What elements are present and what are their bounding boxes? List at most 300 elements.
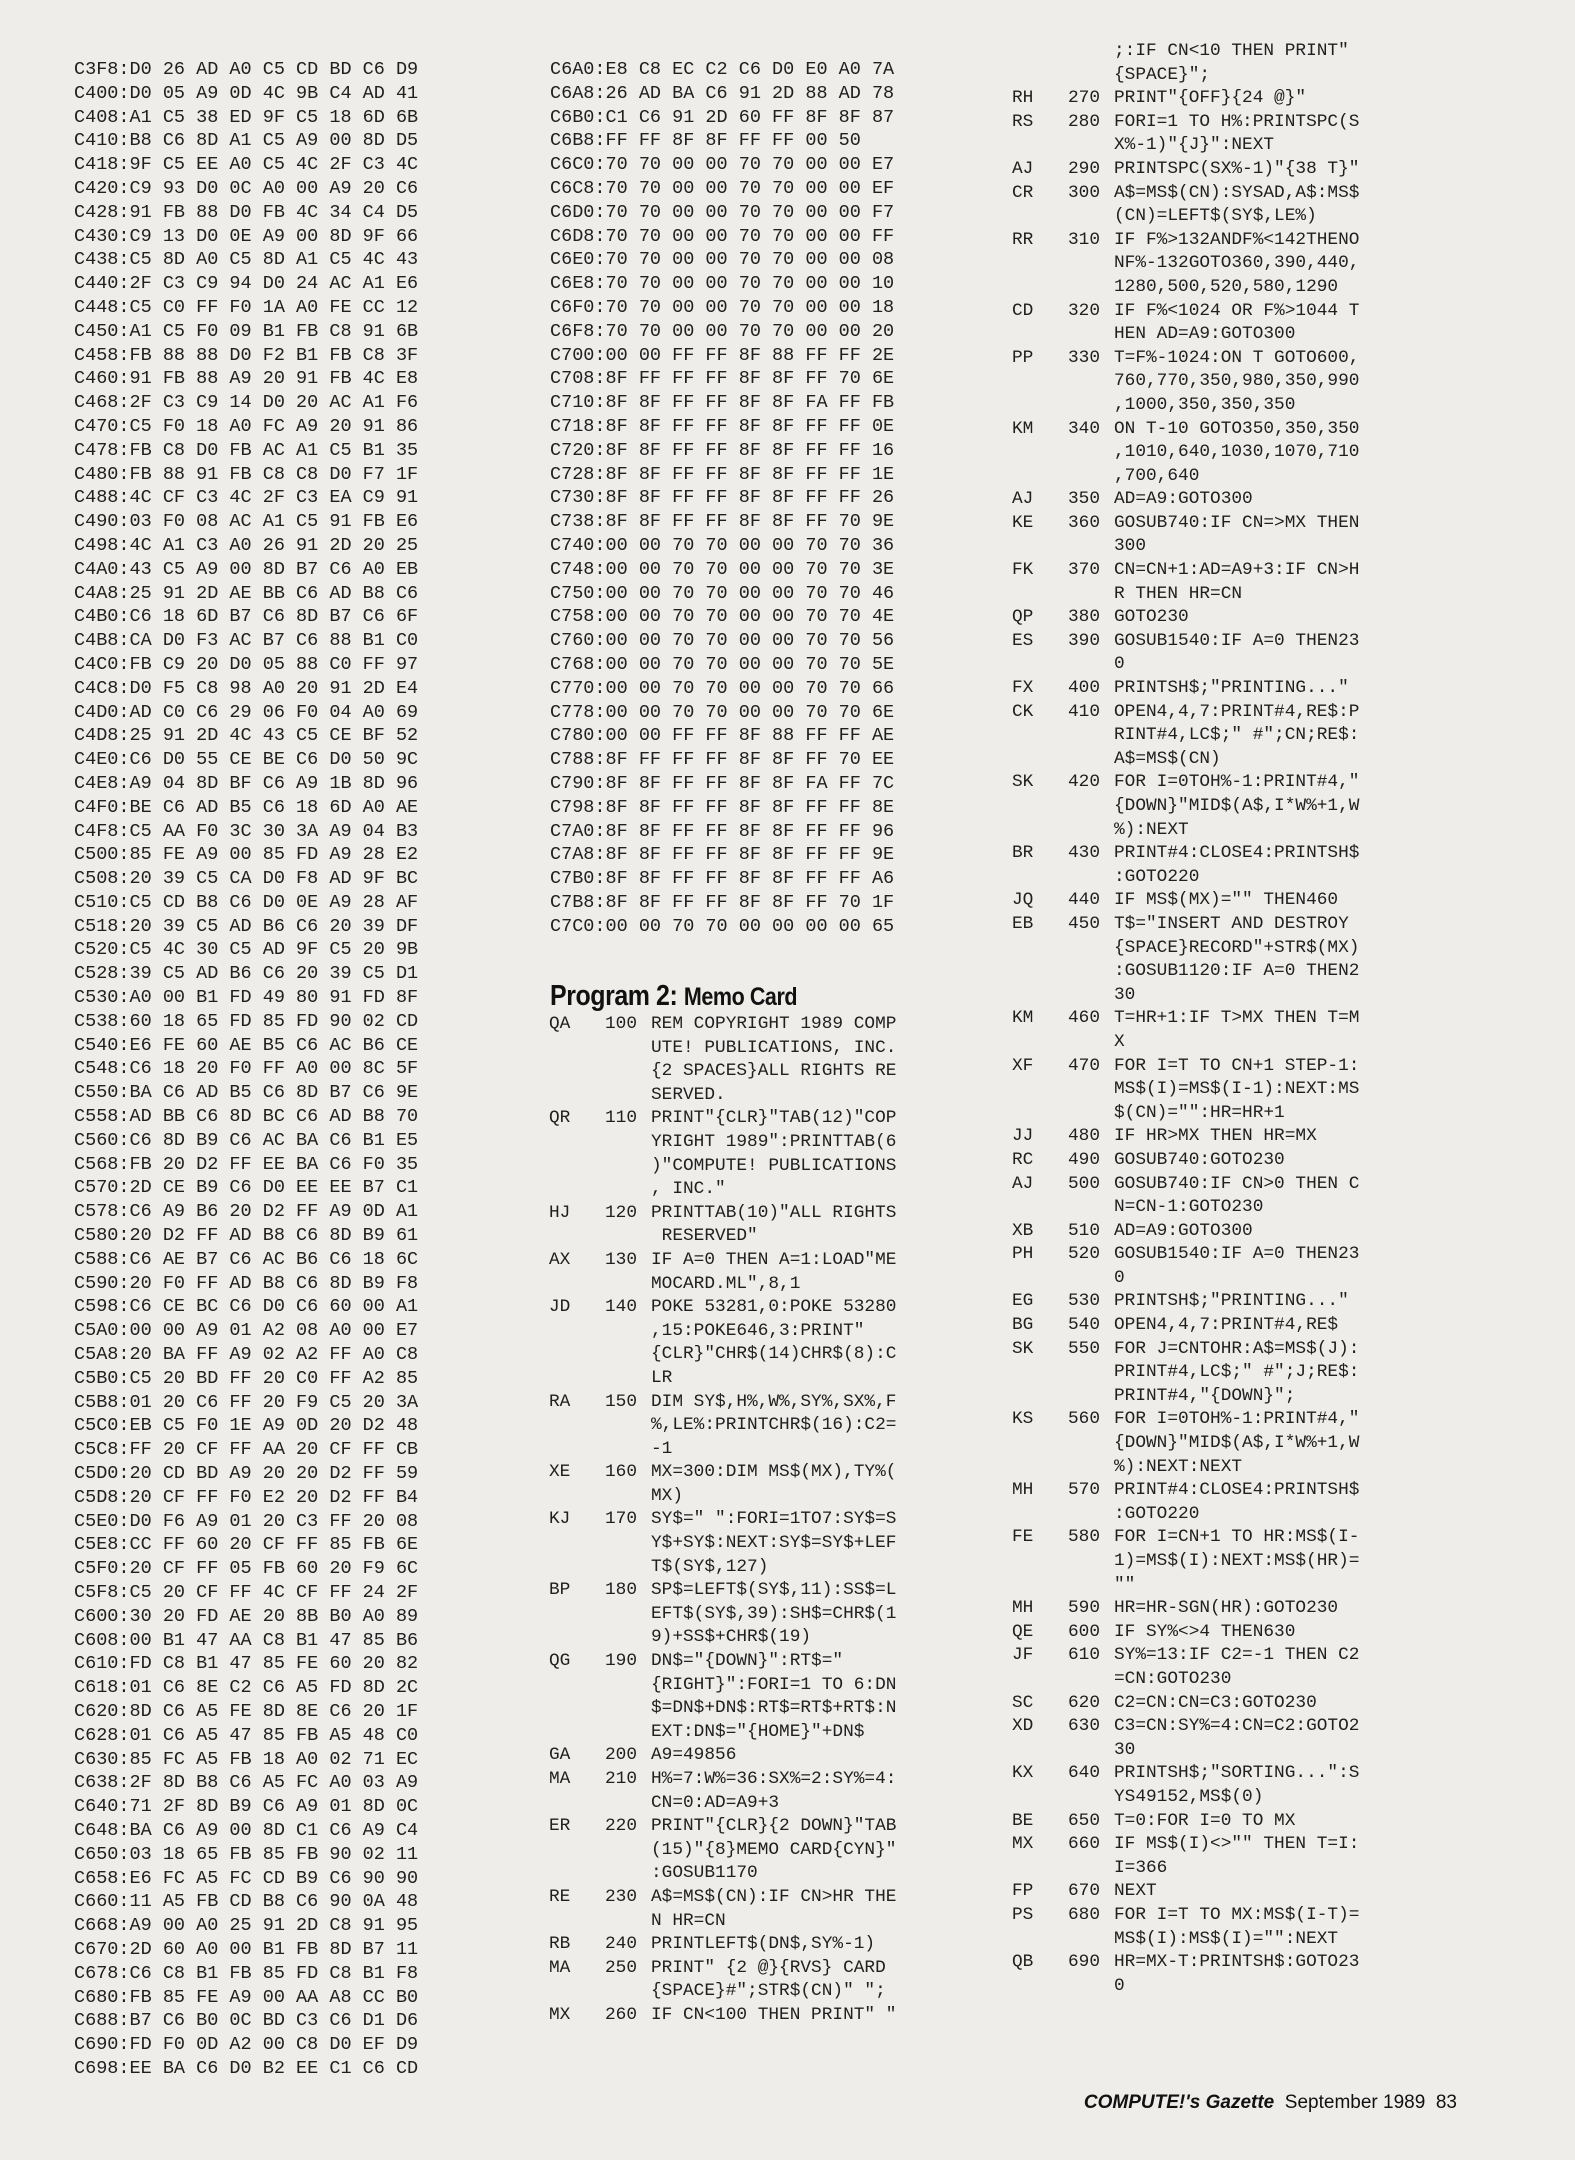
checksum-code bbox=[549, 1862, 605, 1886]
basic-statement: RESERVED" bbox=[651, 1226, 758, 1247]
hex-dump-line: C468:2F C3 C9 14 D0 20 AC A1 F6 bbox=[74, 392, 419, 414]
footer-magazine: COMPUTE!'s Gazette bbox=[1083, 2092, 1275, 2113]
listing-line bbox=[1012, 158, 1359, 182]
checksum-code: XF bbox=[1012, 1055, 1034, 1076]
hex-dump-line: C6E0:70 70 00 00 70 70 00 00 08 bbox=[550, 249, 895, 271]
checksum-code: RB bbox=[549, 1934, 571, 1955]
hex-dump-line: C770:00 00 70 70 00 00 70 70 66 bbox=[550, 677, 895, 699]
basic-statement: PRINTTAB(10)"ALL RIGHTS bbox=[651, 1202, 897, 1223]
basic-statement: YS49152,MS$(0) bbox=[1114, 1786, 1264, 1807]
listing-line bbox=[1012, 1503, 1359, 1527]
basic-statement: GOSUB1540:IF A=0 THEN23 bbox=[1114, 630, 1360, 651]
line-number: 500 bbox=[1068, 1173, 1101, 1194]
basic-statement: (15)"{8}MEMO CARD{CYN}" bbox=[651, 1839, 897, 1860]
hex-dump-line: C558:AD BB C6 8D BC C6 AD B8 70 bbox=[74, 1106, 419, 1128]
listing-line bbox=[1012, 724, 1359, 748]
hex-dump-line: C618:01 C6 8E C2 C6 A5 FD 8D 2C bbox=[74, 1677, 419, 1699]
hex-dump-line: C5F0:20 CF FF 05 FB 60 20 F9 6C bbox=[74, 1558, 419, 1580]
hex-dump-line: C6F8:70 70 00 00 70 70 00 00 20 bbox=[550, 320, 895, 342]
hex-dump-line: C6C8:70 70 00 00 70 70 00 00 EF bbox=[550, 177, 895, 199]
line-number: 170 bbox=[605, 1509, 638, 1530]
listing-line bbox=[549, 1273, 896, 1297]
basic-statement: H%=7:W%=36:SX%=2:SY%=4: bbox=[651, 1769, 897, 1789]
checksum-code: KS bbox=[1012, 1409, 1034, 1430]
basic-statement: T=F%-1024:ON T GOTO600, bbox=[1114, 347, 1360, 368]
checksum-code bbox=[1012, 1102, 1068, 1126]
listing-line bbox=[1012, 1149, 1359, 1173]
checksum-code: QE bbox=[1012, 1621, 1034, 1642]
line-number bbox=[1068, 394, 1114, 418]
checksum-code bbox=[1012, 1928, 1068, 1952]
line-number: 270 bbox=[1068, 88, 1101, 109]
basic-statement: T$="INSERT AND DESTROY bbox=[1114, 913, 1349, 934]
basic-statement: Y$+SY$:NEXT:SY$=SY$+LEF bbox=[651, 1533, 897, 1554]
line-number: 190 bbox=[605, 1651, 638, 1672]
checksum-code: BR bbox=[1012, 843, 1034, 864]
hex-dump-line: C428:91 FB 88 D0 FB 4C 34 C4 D5 bbox=[74, 201, 419, 223]
hex-dump-line: C440:2F C3 C9 94 D0 24 AC A1 E6 bbox=[74, 273, 419, 295]
checksum-code: FK bbox=[1012, 560, 1034, 581]
basic-statement: {DOWN}"MID$(A$,I*W%+1,W bbox=[1114, 796, 1360, 816]
checksum-code: MA bbox=[549, 1957, 571, 1978]
checksum-code bbox=[549, 1532, 605, 1556]
basic-statement: 300 bbox=[1114, 536, 1147, 557]
basic-statement: {SPACE}"; bbox=[1114, 64, 1211, 85]
basic-statement: {SPACE}RECORD"+STR$(MX) bbox=[1114, 937, 1360, 958]
line-number: 290 bbox=[1068, 158, 1101, 179]
line-number: 280 bbox=[1068, 111, 1101, 132]
listing-line bbox=[549, 1084, 896, 1108]
checksum-code bbox=[1012, 323, 1068, 347]
checksum-code: CD bbox=[1012, 300, 1034, 321]
hex-dump-line: C628:01 C6 A5 47 85 FB A5 48 C0 bbox=[74, 1724, 419, 1746]
line-number bbox=[1068, 724, 1114, 748]
checksum-code: RR bbox=[1012, 229, 1034, 250]
basic-statement: $(CN)="":HR=HR+1 bbox=[1114, 1102, 1285, 1123]
line-number: 640 bbox=[1068, 1763, 1101, 1784]
hex-dump-line: C4A0:43 C5 A9 00 8D B7 C6 A0 EB bbox=[74, 558, 419, 580]
basic-statement: GOSUB740:IF CN>0 THEN C bbox=[1114, 1173, 1360, 1194]
hex-dump-line: C520:C5 4C 30 C5 AD 9F C5 20 9B bbox=[74, 939, 419, 961]
checksum-code: MA bbox=[549, 1769, 571, 1789]
hex-dump-line: C680:FB 85 FE A9 00 AA A8 CC B0 bbox=[74, 1986, 419, 2008]
checksum-code: KJ bbox=[549, 1509, 571, 1530]
line-number bbox=[1068, 1385, 1114, 1409]
listing-line bbox=[1012, 1951, 1359, 1975]
basic-statement: :GOSUB1120:IF A=0 THEN2 bbox=[1114, 961, 1360, 982]
hex-dump-line: C498:4C A1 C3 A0 26 91 2D 20 25 bbox=[74, 534, 419, 556]
basic-statement: FOR I=CN+1 TO HR:MS$(I- bbox=[1114, 1527, 1360, 1548]
hex-dump-line: C570:2D CE B9 C6 D0 EE EE B7 C1 bbox=[74, 1177, 419, 1199]
line-number bbox=[1068, 1739, 1114, 1763]
checksum-code bbox=[549, 1155, 605, 1179]
checksum-code: ES bbox=[1012, 630, 1034, 651]
checksum-code bbox=[1012, 1031, 1068, 1055]
hex-dump-line: C4E8:A9 04 8D BF C6 A9 1B 8D 96 bbox=[74, 772, 419, 794]
basic-statement: {DOWN}"MID$(A$,I*W%+1,W bbox=[1114, 1433, 1360, 1454]
listing-line bbox=[1012, 1574, 1359, 1598]
line-number bbox=[1068, 1267, 1114, 1291]
listing-line bbox=[1012, 889, 1359, 913]
hex-dump-line: C4D0:AD C0 C6 29 06 F0 04 A0 69 bbox=[74, 701, 419, 723]
line-number bbox=[1068, 1857, 1114, 1881]
basic-statement: I=366 bbox=[1114, 1857, 1168, 1878]
hex-dump-line: C718:8F 8F FF FF 8F 8F FF FF 0E bbox=[550, 415, 895, 437]
line-number: 430 bbox=[1068, 843, 1101, 864]
checksum-code: SC bbox=[1012, 1692, 1034, 1713]
checksum-code bbox=[1012, 748, 1068, 772]
basic-statement: A$=MS$(CN):SYSAD,A$:MS$ bbox=[1114, 182, 1360, 203]
basic-statement: IF HR>MX THEN HR=MX bbox=[1114, 1126, 1317, 1147]
basic-statement: EFT$(SY$,39):SH$=CHR$(1 bbox=[651, 1603, 897, 1624]
checksum-code bbox=[1012, 1432, 1068, 1456]
checksum-code: BE bbox=[1012, 1810, 1034, 1831]
listing-line bbox=[1012, 1338, 1359, 1362]
listing-line bbox=[549, 1013, 896, 1037]
line-number: 350 bbox=[1068, 489, 1101, 510]
basic-statement: :GOTO220 bbox=[1114, 1503, 1200, 1524]
basic-statement: N HR=CN bbox=[651, 1910, 726, 1931]
basic-statement: %):NEXT:NEXT bbox=[1114, 1456, 1243, 1477]
line-number bbox=[1068, 1361, 1114, 1385]
hex-dump-line: C778:00 00 70 70 00 00 70 70 6E bbox=[550, 701, 895, 723]
hex-dump-line: C730:8F 8F FF FF 8F 8F FF FF 26 bbox=[550, 487, 895, 509]
basic-statement: IF CN<100 THEN PRINT" " bbox=[651, 2004, 897, 2025]
hex-dump-line: C580:20 D2 FF AD B8 C6 8D B9 61 bbox=[74, 1225, 419, 1247]
hex-dump-line: C5C0:EB C5 F0 1E A9 0D 20 D2 48 bbox=[74, 1415, 419, 1437]
hex-dump-line: C568:FB 20 D2 FF EE BA C6 F0 35 bbox=[74, 1153, 419, 1175]
hex-dump-line: C640:71 2F 8D B9 C6 A9 01 8D 0C bbox=[74, 1796, 419, 1818]
listing-line bbox=[549, 1414, 896, 1438]
basic-statement: ,700,640 bbox=[1114, 465, 1200, 486]
checksum-code bbox=[549, 1626, 605, 1650]
hex-dump-line: C650:03 18 65 FB 85 FB 90 02 11 bbox=[74, 1843, 419, 1865]
basic-statement: =CN:GOTO230 bbox=[1114, 1668, 1232, 1689]
hex-dump-line: C5D0:20 CD BD A9 20 20 D2 FF 59 bbox=[74, 1463, 419, 1485]
line-number bbox=[605, 1485, 651, 1509]
basic-statement: FOR I=T TO MX:MS$(I-T)= bbox=[1114, 1904, 1360, 1925]
listing-line bbox=[1012, 960, 1359, 984]
basic-listing-column-3 bbox=[1012, 40, 1359, 1998]
line-number bbox=[605, 1980, 651, 2004]
hex-dump-line: C670:2D 60 A0 00 B1 FB 8D B7 11 bbox=[74, 1938, 419, 1960]
checksum-code: KM bbox=[1012, 418, 1034, 439]
line-number bbox=[1068, 819, 1114, 843]
line-number: 340 bbox=[1068, 418, 1101, 439]
basic-statement: PRINTLEFT$(DN$,SY%-1) bbox=[651, 1934, 876, 1955]
checksum-code: QA bbox=[549, 1014, 571, 1034]
line-number bbox=[605, 1225, 651, 1249]
basic-statement: CN=CN+1:AD=A9+3:IF CN>H bbox=[1114, 560, 1360, 581]
checksum-code bbox=[1012, 276, 1068, 300]
basic-statement: HR=HR-SGN(HR):GOTO230 bbox=[1114, 1598, 1339, 1619]
checksum-code: MX bbox=[1012, 1834, 1034, 1855]
basic-statement: {RIGHT}":FORI=1 TO 6:DN bbox=[651, 1674, 897, 1695]
listing-line bbox=[1012, 1715, 1359, 1739]
basic-statement: A$=MS$(CN) bbox=[1114, 748, 1221, 769]
basic-statement: PRINT" {2 @}{RVS} CARD bbox=[651, 1957, 886, 1978]
listing-line bbox=[549, 1107, 896, 1131]
line-number: 490 bbox=[1068, 1149, 1101, 1170]
checksum-code bbox=[549, 1485, 605, 1509]
checksum-code bbox=[1012, 1196, 1068, 1220]
checksum-code: BG bbox=[1012, 1315, 1034, 1336]
hex-dump-line: C500:85 FE A9 00 85 FD A9 28 E2 bbox=[74, 844, 419, 866]
hex-dump-line: C4F8:C5 AA F0 3C 30 3A A9 04 B3 bbox=[74, 820, 419, 842]
line-number bbox=[1068, 370, 1114, 394]
hex-dump-line: C7A0:8F 8F FF FF 8F 8F FF FF 96 bbox=[550, 820, 895, 842]
line-number bbox=[605, 1839, 651, 1863]
hex-dump-line: C780:00 00 FF FF 8F 88 FF FF AE bbox=[550, 725, 895, 747]
checksum-code bbox=[549, 1414, 605, 1438]
checksum-code: MH bbox=[1012, 1598, 1034, 1619]
checksum-code bbox=[1012, 252, 1068, 276]
basic-statement: PRINTSH$;"PRINTING..." bbox=[1114, 678, 1349, 699]
hex-dump-line: C450:A1 C5 F0 09 B1 FB C8 91 6B bbox=[74, 320, 419, 342]
basic-statement: IF F%>132ANDF%<142THENO bbox=[1114, 229, 1360, 250]
basic-statement: IF F%<1024 OR F%>1044 T bbox=[1114, 300, 1360, 321]
hex-dump-line: C7B0:8F 8F FF FF 8F 8F FF FF A6 bbox=[550, 868, 895, 890]
listing-line bbox=[1012, 1550, 1359, 1574]
line-number: 310 bbox=[1068, 229, 1101, 250]
line-number: 100 bbox=[605, 1014, 638, 1034]
line-number: 130 bbox=[605, 1249, 638, 1270]
hex-dump-line: C738:8F 8F FF FF 8F 8F FF 70 9E bbox=[550, 511, 895, 533]
checksum-code bbox=[1012, 40, 1068, 64]
basic-statement: :GOSUB1170 bbox=[651, 1863, 758, 1884]
listing-line bbox=[1012, 252, 1359, 276]
listing-line bbox=[1012, 1267, 1359, 1291]
line-number: 300 bbox=[1068, 182, 1101, 203]
checksum-code: AX bbox=[549, 1249, 571, 1270]
hex-dump-line: C620:8D C6 A5 FE 8D 8E C6 20 1F bbox=[74, 1700, 419, 1722]
listing-line bbox=[1012, 229, 1359, 253]
listing-line bbox=[549, 1768, 896, 1792]
basic-statement: PRINTSH$;"PRINTING..." bbox=[1114, 1291, 1349, 1312]
checksum-code bbox=[1012, 1078, 1068, 1102]
listing-line bbox=[1012, 1055, 1359, 1079]
listing-line bbox=[1012, 1432, 1359, 1456]
line-number bbox=[605, 1273, 651, 1297]
checksum-code bbox=[1012, 134, 1068, 158]
hex-dump-column-2 bbox=[550, 58, 1020, 938]
basic-statement: PRINTSH$;"SORTING...":S bbox=[1114, 1763, 1360, 1784]
hex-dump-line: C788:8F FF FF FF 8F 8F FF 70 EE bbox=[550, 749, 895, 771]
basic-statement: GOTO230 bbox=[1114, 607, 1189, 628]
basic-statement: %):NEXT bbox=[1114, 819, 1189, 840]
checksum-code: PP bbox=[1012, 347, 1034, 368]
basic-statement: DIM SY$,H%,W%,SY%,SX%,F bbox=[651, 1391, 897, 1412]
line-number bbox=[1068, 1975, 1114, 1999]
basic-statement: GOSUB740:GOTO230 bbox=[1114, 1149, 1285, 1170]
basic-statement: NF%-132GOTO360,390,440, bbox=[1114, 253, 1360, 274]
line-number: 680 bbox=[1068, 1904, 1101, 1925]
hex-dump-line: C470:C5 F0 18 A0 FC A9 20 91 86 bbox=[74, 415, 419, 437]
checksum-code bbox=[549, 1037, 605, 1061]
checksum-code bbox=[549, 1131, 605, 1155]
hex-dump-line: C608:00 B1 47 AA C8 B1 47 85 B6 bbox=[74, 1629, 419, 1651]
checksum-code: MX bbox=[549, 2004, 571, 2025]
basic-statement: SERVED. bbox=[651, 1084, 726, 1105]
hex-dump-line: C4D8:25 91 2D 4C 43 C5 CE BF 52 bbox=[74, 725, 419, 747]
basic-statement: GOSUB1540:IF A=0 THEN23 bbox=[1114, 1244, 1360, 1265]
hex-dump-line: C748:00 00 70 70 00 00 70 70 3E bbox=[550, 558, 895, 580]
basic-statement: IF SY%<>4 THEN630 bbox=[1114, 1621, 1296, 1642]
listing-line bbox=[1012, 323, 1359, 347]
basic-statement: CN=0:AD=A9+3 bbox=[651, 1792, 780, 1813]
basic-statement: FOR I=0TOH%-1:PRINT#4," bbox=[1114, 1409, 1360, 1430]
line-number bbox=[1068, 748, 1114, 772]
listing-line bbox=[1012, 1597, 1359, 1621]
listing-line bbox=[549, 1485, 896, 1509]
line-number: 220 bbox=[605, 1816, 638, 1837]
listing-line bbox=[1012, 1173, 1359, 1197]
checksum-code: RH bbox=[1012, 88, 1034, 109]
line-number bbox=[605, 1320, 651, 1344]
listing-line bbox=[549, 1886, 896, 1910]
hex-dump-line: C528:39 C5 AD B6 C6 20 39 C5 D1 bbox=[74, 963, 419, 985]
checksum-code: PS bbox=[1012, 1904, 1034, 1925]
checksum-code bbox=[1012, 724, 1068, 748]
line-number: 410 bbox=[1068, 701, 1101, 722]
listing-line bbox=[549, 1862, 896, 1886]
hex-dump-column-1 bbox=[74, 58, 514, 2081]
hex-dump-line: C5B8:01 20 C6 FF 20 F9 C5 20 3A bbox=[74, 1391, 419, 1413]
line-number: 370 bbox=[1068, 560, 1101, 581]
listing-line bbox=[549, 1249, 896, 1273]
checksum-code bbox=[1012, 1786, 1068, 1810]
line-number bbox=[605, 1367, 651, 1391]
line-number bbox=[1068, 1031, 1114, 1055]
checksum-code bbox=[1012, 64, 1068, 88]
listing-line bbox=[1012, 583, 1359, 607]
line-number: 600 bbox=[1068, 1621, 1101, 1642]
listing-line bbox=[1012, 1644, 1359, 1668]
hex-dump-line: C5D8:20 CF FF F0 E2 20 D2 FF B4 bbox=[74, 1486, 419, 1508]
line-number: 140 bbox=[605, 1297, 638, 1318]
listing-line bbox=[1012, 535, 1359, 559]
line-number: 330 bbox=[1068, 347, 1101, 368]
line-number bbox=[1068, 1574, 1114, 1598]
line-number: 580 bbox=[1068, 1527, 1101, 1548]
hex-dump-line: C460:91 FB 88 A9 20 91 FB 4C E8 bbox=[74, 368, 419, 390]
checksum-code bbox=[1012, 937, 1068, 961]
checksum-code bbox=[1012, 1975, 1068, 1999]
listing-line bbox=[549, 1461, 896, 1485]
listing-line bbox=[549, 1697, 896, 1721]
basic-statement: T=HR+1:IF T>MX THEN T=M bbox=[1114, 1008, 1360, 1029]
basic-statement: IF MS$(MX)="" THEN460 bbox=[1114, 890, 1339, 911]
line-number bbox=[1068, 252, 1114, 276]
hex-dump-line: C5E8:CC FF 60 20 CF FF 85 FB 6E bbox=[74, 1534, 419, 1556]
hex-dump-line: C578:C6 A9 B6 20 D2 FF A9 0D A1 bbox=[74, 1201, 419, 1223]
basic-statement: C2=CN:CN=C3:GOTO230 bbox=[1114, 1692, 1317, 1713]
basic-statement: HR=MX-T:PRINTSH$:GOTO23 bbox=[1114, 1952, 1360, 1973]
line-number bbox=[605, 1532, 651, 1556]
basic-statement: $=DN$+DN$:RT$=RT$+RT$:N bbox=[651, 1698, 897, 1719]
basic-statement: , INC." bbox=[651, 1179, 726, 1200]
hex-dump-line: C490:03 F0 08 AC A1 C5 91 FB E6 bbox=[74, 511, 419, 533]
listing-line bbox=[1012, 1196, 1359, 1220]
hex-dump-line: C6A0:E8 C8 EC C2 C6 D0 E0 A0 7A bbox=[550, 59, 895, 80]
basic-statement: OPEN4,4,7:PRINT#4,RE$:P bbox=[1114, 701, 1360, 722]
line-number: 400 bbox=[1068, 678, 1101, 699]
listing-line bbox=[549, 1957, 896, 1981]
basic-statement: T=0:FOR I=0 TO MX bbox=[1114, 1810, 1296, 1831]
hex-dump-line: C3F8:D0 26 AD A0 C5 CD BD C6 D9 bbox=[74, 59, 419, 80]
checksum-code: BP bbox=[549, 1580, 571, 1601]
line-number: 630 bbox=[1068, 1716, 1101, 1737]
basic-statement: ,1010,640,1030,1070,710 bbox=[1114, 442, 1360, 463]
hex-dump-line: C508:20 39 C5 CA D0 F8 AD 9F BC bbox=[74, 868, 419, 890]
listing-line bbox=[1012, 1904, 1359, 1928]
basic-statement: ON T-10 GOTO350,350,350 bbox=[1114, 418, 1360, 439]
checksum-code: CK bbox=[1012, 701, 1034, 722]
line-number bbox=[1068, 205, 1114, 229]
hex-dump-line: C4C8:D0 F5 C8 98 A0 20 91 2D E4 bbox=[74, 677, 419, 699]
hex-dump-line: C480:FB 88 91 FB C8 C8 D0 F7 1F bbox=[74, 463, 419, 485]
listing-line bbox=[1012, 1220, 1359, 1244]
basic-statement: SY$=" ":FORI=1TO7:SY$=S bbox=[651, 1509, 897, 1530]
line-number bbox=[1068, 653, 1114, 677]
listing-line bbox=[549, 1980, 896, 2004]
line-number bbox=[1068, 134, 1114, 158]
line-number bbox=[605, 1060, 651, 1084]
line-number bbox=[605, 1674, 651, 1698]
checksum-code: JJ bbox=[1012, 1126, 1034, 1147]
checksum-code bbox=[549, 1060, 605, 1084]
line-number: 610 bbox=[1068, 1645, 1101, 1666]
checksum-code bbox=[1012, 1550, 1068, 1574]
line-number bbox=[1068, 583, 1114, 607]
checksum-code: KE bbox=[1012, 512, 1034, 533]
listing-line bbox=[1012, 1385, 1359, 1409]
checksum-code bbox=[1012, 1668, 1068, 1692]
listing-line bbox=[1012, 394, 1359, 418]
checksum-code bbox=[549, 1178, 605, 1202]
basic-statement: 1280,500,520,580,1290 bbox=[1114, 276, 1339, 297]
hex-dump-line: C518:20 39 C5 AD B6 C6 20 39 DF bbox=[74, 915, 419, 937]
line-number bbox=[605, 1414, 651, 1438]
hex-dump-line: C7C0:00 00 70 70 00 00 00 00 65 bbox=[550, 915, 895, 937]
basic-statement: 30 bbox=[1114, 984, 1136, 1005]
program-heading bbox=[550, 980, 797, 1013]
basic-statement: ,1000,350,350,350 bbox=[1114, 394, 1296, 415]
basic-statement: {SPACE}#";STR$(CN)" "; bbox=[651, 1981, 886, 2002]
checksum-code: AJ bbox=[1012, 489, 1034, 510]
listing-line bbox=[1012, 677, 1359, 701]
checksum-code bbox=[549, 1721, 605, 1745]
checksum-code bbox=[1012, 1857, 1068, 1881]
checksum-code bbox=[1012, 465, 1068, 489]
checksum-code bbox=[1012, 819, 1068, 843]
line-number bbox=[1068, 276, 1114, 300]
listing-line bbox=[549, 1744, 896, 1768]
listing-line bbox=[549, 1508, 896, 1532]
basic-statement: MS$(I)=MS$(I-1):NEXT:MS bbox=[1114, 1079, 1360, 1100]
line-number: 320 bbox=[1068, 300, 1101, 321]
basic-statement: 0 bbox=[1114, 1975, 1125, 1996]
listing-line bbox=[549, 1202, 896, 1226]
line-number: 180 bbox=[605, 1580, 638, 1601]
line-number bbox=[1068, 40, 1114, 64]
footer-page-number: 83 bbox=[1435, 2092, 1457, 2113]
checksum-code bbox=[549, 1674, 605, 1698]
hex-dump-line: C6D0:70 70 00 00 70 70 00 00 F7 bbox=[550, 201, 895, 223]
line-number: 550 bbox=[1068, 1338, 1101, 1359]
line-number bbox=[605, 1626, 651, 1650]
listing-line bbox=[1012, 1526, 1359, 1550]
